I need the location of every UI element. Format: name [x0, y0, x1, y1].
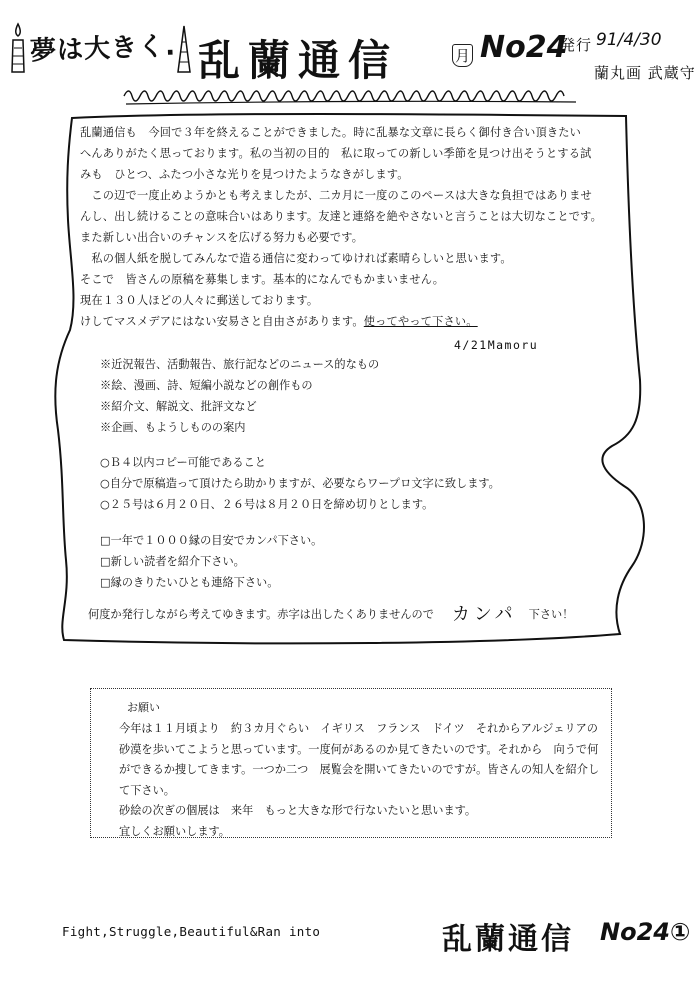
cone-icon: [176, 22, 192, 74]
closing-text-end: 下さい！: [528, 608, 574, 621]
candle-icon: [10, 22, 26, 74]
article-line: へんありがたく思っております。私の当初の目的 私に取っての新しい季節を見つけ出そうとする試: [80, 147, 592, 160]
footer-title: 乱蘭通信: [442, 922, 574, 957]
request-line: 砂絵の次ぎの個展は 来年 もっと大きな形で行ないたいと思います。: [119, 804, 477, 817]
motto: 夢は大きく.: [29, 31, 177, 67]
request-line: 宜しくお願いします。: [119, 824, 230, 838]
article-line: んし、出し続けることの意味合いはあります。友達と連絡を絶やさないと言うことは大切なことです。: [80, 210, 603, 223]
article-line: 乱蘭通信も 今回で３年を終えることができました。時に乱暴な文章に長らく御付き合い頂きたい: [80, 126, 582, 139]
signature: 4/21Mamoru: [454, 338, 539, 352]
closing-line: [88, 600, 573, 626]
list-item: ○自分で原稿造って頂けたら助かりますが、必要ならワープロ文字に致します。: [100, 477, 500, 490]
condition-list: [100, 452, 500, 515]
checklist: [100, 530, 322, 593]
publisher-name: 蘭丸画 武蔵守: [594, 64, 696, 82]
list-item: ※近況報告、活動報告、旅行記などのニュース的なもの: [100, 358, 380, 371]
article-line: そこで 皆さんの原稿を募集します。基本的になんでもかまいません。: [80, 273, 445, 286]
list-item: ○Ｂ４以内コピー可能であること: [100, 456, 266, 469]
request-line: 砂漠を歩いてこようと思っています。一度何があるのか見てきたいのです。それから 向うで何: [119, 742, 599, 756]
kanpa-emphasis: カンパ: [451, 604, 517, 625]
article-line: 現在１３０人ほどの人々に郵送しております。: [80, 294, 319, 307]
footer-issue-number: No24①: [600, 918, 691, 946]
request-body: [119, 719, 607, 842]
issued-date: 91/4/30: [596, 30, 662, 50]
list-item: ○２５号は６月２０日、２６号は８月２０日を締め切りとします。: [100, 498, 434, 511]
request-line: ができるか捜してきます。一つか二つ 展覧会を開いてきたいのですが。皆さんの知人を紹介し: [119, 763, 600, 776]
request-line: て下さい。: [119, 783, 175, 797]
main-article: [80, 122, 620, 332]
list-item: ※紹介文、解説文、批評文など: [100, 400, 257, 413]
slogan: Fight,Struggle,Beautiful&Ran into: [62, 924, 321, 939]
list-item: □縁のきりたいひとも連絡下さい。: [100, 576, 279, 589]
issue-number: No24: [480, 30, 568, 65]
list-item: ※企画、もようしものの案内: [100, 421, 246, 434]
list-item: □一年で１０００縁の目安でカンパ下さい。: [100, 534, 323, 547]
issued-label: 発行: [560, 36, 593, 54]
squiggle-divider: [120, 82, 580, 106]
request-heading: お願い: [127, 701, 160, 714]
request-line: 今年は１１月頃より 約３カ月ぐらい イギリス フランス ドイツ それからアルジェリアの: [119, 722, 598, 735]
category-list: [100, 354, 379, 438]
article-line: また新しい出合いのチャンスを広げる努力も必要です。: [80, 231, 364, 244]
closing-text: 何度か発行しながら考えてゆきます。赤字は出したくありませんので: [88, 608, 434, 621]
article-line: 私の個人紙を脱してみんなで造る通信に変わってゆければ素晴らしいと思います。: [80, 252, 512, 265]
month-mark: 月: [452, 44, 473, 67]
newsletter-title: 乱蘭通信: [198, 36, 399, 85]
list-item: □新しい読者を紹介下さい。: [100, 555, 245, 568]
article-line: みも ひとつ、ふたつ小さな光りを見つけたようなきがします。: [80, 168, 409, 181]
article-line: この辺で一度止めようかとも考えましたが、二カ月に一度のこのペースは大きな負担ではありませ: [80, 189, 592, 202]
underlined-phrase: 使ってやって下さい。: [363, 315, 478, 328]
request-box: [90, 688, 612, 838]
article-line: [80, 311, 620, 332]
list-item: ※絵、漫画、詩、短編小説などの創作もの: [100, 379, 313, 392]
article-line-text: けしてマスメデアにはない安易さと自由さがあります。: [80, 315, 364, 328]
